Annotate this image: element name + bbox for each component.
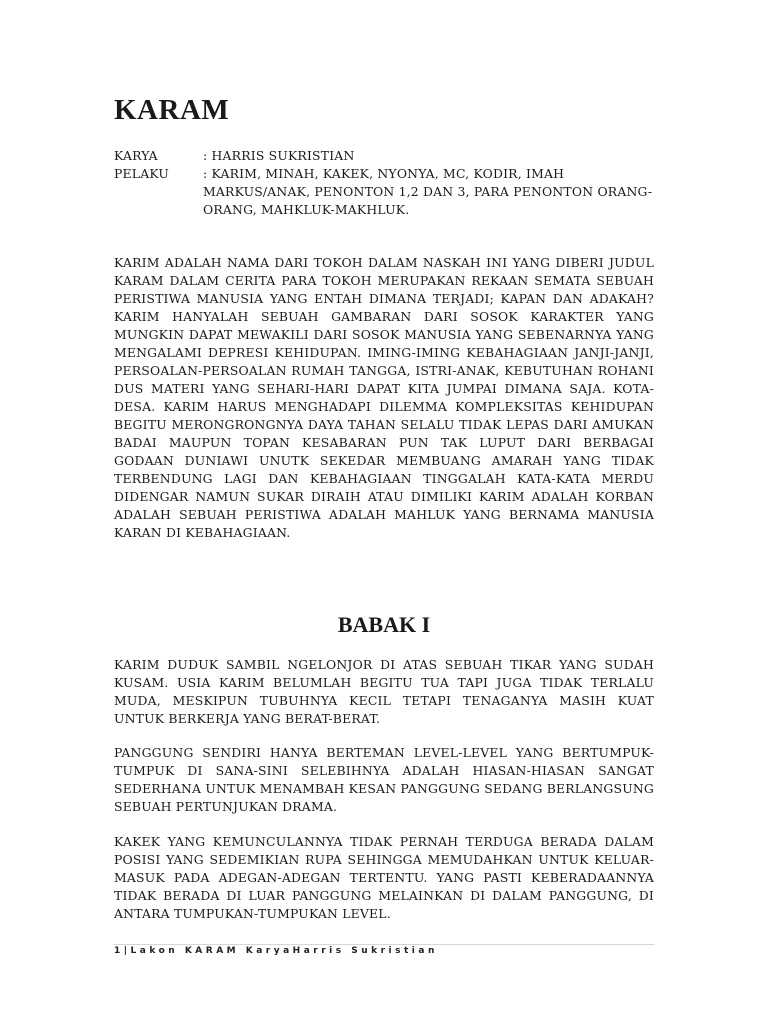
- credit-label: KARYA: [114, 148, 158, 163]
- credit-value: : KARIM, MINAH, KAKEK, NYONYA, MC, KODIR, IMAH MARKUS/ANAK, PENONTON 1,2 DAN 3, PARA PENONTON ORANG-ORANG, MAHKLUK-MAKHLUK.: [203, 166, 653, 217]
- page-footer: 1|Lakon KARAM KaryaHarris Sukristian: [114, 946, 438, 956]
- stage-direction-paragraph: KAKEK YANG KEMUNCULANNYA TIDAK PERNAH TERDUGA BERADA DALAM POSISI YANG SEDEMIKIAN RUPA SEHINGGA MEMUDAHKAN UNTUK KELUAR-MASUK PADA ADEGAN-ADEGAN TERTENTU. YANG PASTI KEBERADAANNYA TIDAK BERADA DI LUAR PANGGUNG MELAINKAN DI DALAM PANGGUNG, DI ANTARA TUMPUKAN-TUMPUKAN LEVEL.: [114, 834, 654, 921]
- stage-direction-paragraph: PANGGUNG SENDIRI HANYA BERTEMAN LEVEL-LEVEL YANG BERTUMPUK-TUMPUK DI SANA-SINI SELEBIHNYA ADALAH HIASAN-HIASAN SANGAT SEDERHANA UNTUK MENAMBAH KESAN PANGGUNG SEDANG BERLANGSUNG SEBUAH PERTUNJUKAN DRAMA.: [114, 745, 654, 814]
- act-heading: BABAK I: [337, 612, 431, 637]
- credit-row-cast: [114, 165, 674, 219]
- stage-direction-paragraph: KARIM DUDUK SAMBIL NGELONJOR DI ATAS SEBUAH TIKAR YANG SUDAH KUSAM. USIA KARIM BELUMLAH BEGITU TUA TAPI JUGA TIDAK TERLALU MUDA, MESKIPUN TUBUHNYA KECIL TETAPI TENAGANYA MASIH KUAT UNTUK BERKERJA YANG BERAT-BERAT.: [114, 657, 654, 726]
- credit-label: PELAKU: [114, 166, 170, 181]
- credit-value: : HARRIS SUKRISTIAN: [203, 148, 355, 163]
- credits-block: [114, 147, 674, 219]
- footer-divider: [114, 944, 654, 945]
- credit-row-author: [114, 147, 674, 165]
- document-title: KARAM: [114, 94, 230, 126]
- synopsis-paragraph: KARIM ADALAH NAMA DARI TOKOH DALAM NASKAH INI YANG DIBERI JUDUL KARAM DALAM CERITA PARA TOKOH MERUPAKAN REKAAN SEMATA SEBUAH PERISTIWA MANUSIA YANG ENTAH DIMANA TERJADI; KAPAN DAN ADAKAH? KARIM HANYALAH SEBUAH GAMBARAN DARI SOSOK KARAKTER YANG MUNGKIN DAPAT MEWAKILI DARI SOSOK MANUSIA YANG SEBENARNYA YANG MENGALAMI DEPRESI KEHIDUPAN. IMING-IMING KEBAHAGIAAN JANJI-JANJI, PERSOALAN-PERSOALAN RUMAH TANGGA, ISTRI-ANAK, KEBUTUHAN ROHANI DUS MATERI YANG SEHARI-HARI DAPAT KITA JUMPAI DIMANA SAJA. KOTA-DESA. KARIM HARUS MENGHADAPI DILEMMA KOMPLEKSITAS KEHIDUPAN BEGITU MERONGRONGNYA DAYA TAHAN SELALU TIDAK LEPAS DARI AMUKAN BADAI MAUPUN TOPAN KESABARAN PUN TAK LUPUT DARI BERBAGAI GODAAN DUNIAWI UNUTK SEKEDAR MEMBUANG AMARAH YANG TIDAK TERBENDUNG LAGI DAN KEBAHAGIAAN TINGGALAH KATA-KATA MERDU DIDENGAR NAMUN SUKAR DIRAIH ATAU DIMILIKI KARIM ADALAH KORBAN ADALAH SEBUAH PERISTIWA ADALAH MAHLUK YANG BERNAMA MANUSIA KARAN DI KEBAHAGIAAN.: [114, 255, 654, 540]
